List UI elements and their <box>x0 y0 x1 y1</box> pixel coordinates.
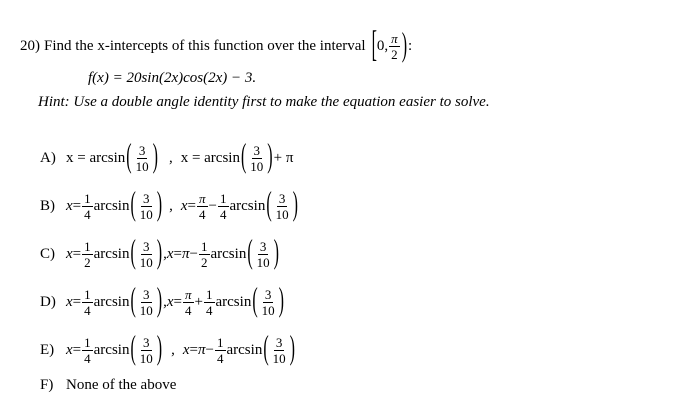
var-x: x <box>66 245 73 262</box>
arcsin: arcsin <box>226 341 263 358</box>
separator: , <box>163 293 167 310</box>
fraction <box>248 144 265 173</box>
minus-sign: − <box>205 341 214 358</box>
frac-den: 4 <box>206 302 213 318</box>
pi-fraction <box>183 288 194 317</box>
frac-num: 1 <box>217 334 224 350</box>
paren-close: ) <box>156 235 163 271</box>
var-x: x <box>66 293 73 310</box>
var-x: x <box>180 197 188 214</box>
frac-den: 2 <box>201 254 208 270</box>
option-label: C) <box>40 245 55 262</box>
paren-open: ( <box>247 235 253 271</box>
equals: = <box>173 245 183 262</box>
paren-open: ( <box>130 187 136 223</box>
coefficient <box>82 192 93 221</box>
interval-den: 2 <box>391 47 398 62</box>
var-x: x <box>66 341 73 358</box>
frac-num: 1 <box>220 190 227 206</box>
equals: = <box>189 341 199 358</box>
minus-sign: − <box>189 245 198 262</box>
equals: = <box>72 293 82 310</box>
paren-open: ( <box>130 235 136 271</box>
frac-den: 10 <box>139 206 153 222</box>
separator: , <box>163 245 167 262</box>
coefficient <box>82 240 93 269</box>
frac-num: π <box>199 190 206 206</box>
arcsin: arcsin <box>229 197 266 214</box>
pi-fraction <box>197 192 208 221</box>
paren-close: ) <box>273 235 279 271</box>
frac-num: 3 <box>275 334 283 350</box>
option-label: B) <box>40 197 55 214</box>
frac-den: 10 <box>272 350 286 366</box>
frac-den: 4 <box>84 350 91 366</box>
question-number: 20) <box>20 38 40 54</box>
equals: = <box>72 245 82 262</box>
equals: = <box>72 197 82 214</box>
frac-den: 4 <box>217 350 224 366</box>
frac-num: 1 <box>201 238 208 254</box>
separator: , <box>171 341 175 358</box>
function-expression: f(x) = 20sin(2x)cos(2x) − 3. <box>88 70 257 86</box>
frac-den: 4 <box>84 206 91 222</box>
frac-den: 4 <box>84 302 91 318</box>
paren-close: ) <box>278 283 284 319</box>
frac-num: 3 <box>143 334 150 350</box>
hint-text: Hint: Use a double angle identity first to make the equation easier to solve. <box>38 94 490 110</box>
fraction <box>255 240 272 269</box>
interval-open-bracket: [ <box>371 25 377 65</box>
arcsin: arcsin <box>93 293 130 310</box>
frac-num: 3 <box>143 286 150 302</box>
frac-den: 4 <box>199 206 206 222</box>
frac-den: 10 <box>256 254 270 270</box>
frac-num: 1 <box>84 286 91 302</box>
paren-open: ( <box>130 331 136 367</box>
frac-num: 1 <box>206 286 213 302</box>
arcsin: arcsin <box>93 197 130 214</box>
frac-den: 10 <box>135 158 149 174</box>
paren-open: ( <box>126 139 132 175</box>
paren-open: ( <box>266 187 272 223</box>
paren-close: ) <box>292 187 298 223</box>
fraction <box>134 144 151 173</box>
frac-den: 4 <box>220 206 227 222</box>
arcsin: arcsin <box>215 293 252 310</box>
question-prompt: Find the x-intercepts of this function over the interval <box>44 38 366 54</box>
option-f-text: None of the above <box>66 377 177 393</box>
frac-num: 3 <box>138 142 146 158</box>
option-label: A) <box>40 149 56 166</box>
fraction <box>138 336 155 365</box>
equals: = <box>173 293 183 310</box>
paren-close: ) <box>289 331 295 367</box>
frac-den: 2 <box>84 254 91 270</box>
equals: = <box>72 341 82 358</box>
frac-den: 10 <box>139 302 153 318</box>
coefficient <box>204 288 215 317</box>
paren-close: ) <box>267 139 273 175</box>
question-line <box>20 25 413 65</box>
interval-close-paren: ) <box>401 27 408 64</box>
paren-close: ) <box>152 139 158 175</box>
fraction <box>138 288 155 317</box>
paren-close: ) <box>156 187 163 223</box>
equals: = <box>187 197 197 214</box>
var-x: x <box>166 293 174 310</box>
paren-open: ( <box>130 283 136 319</box>
option-c[interactable] <box>40 234 280 274</box>
var-x: x <box>182 341 190 358</box>
var-x: x <box>66 197 73 214</box>
frac-num: 1 <box>84 334 91 350</box>
arcsin: arcsin <box>93 245 130 262</box>
option-label: D) <box>40 293 56 310</box>
option-label: E) <box>40 341 55 358</box>
interval-left: 0, <box>376 38 389 54</box>
fraction <box>138 240 155 269</box>
coefficient <box>82 336 93 365</box>
frac-num: 3 <box>264 286 272 302</box>
option-a-suffix: + π <box>273 149 294 166</box>
frac-den: 10 <box>261 302 275 318</box>
option-e[interactable] <box>40 330 296 370</box>
frac-num: 1 <box>84 190 91 206</box>
paren-close: ) <box>156 283 163 319</box>
frac-den: 4 <box>185 302 192 318</box>
frac-num: 3 <box>259 238 267 254</box>
pi-symbol: π <box>198 341 206 358</box>
frac-num: 3 <box>278 190 286 206</box>
question-colon: : <box>408 38 413 54</box>
frac-num: 1 <box>84 238 91 254</box>
fraction <box>260 288 277 317</box>
fraction <box>274 192 291 221</box>
coefficient <box>82 288 93 317</box>
paren-open: ( <box>263 331 269 367</box>
paren-open: ( <box>252 283 258 319</box>
frac-den: 10 <box>250 158 264 174</box>
option-label: F) <box>40 377 54 393</box>
option-a-part2: x = arcsin <box>180 149 240 166</box>
plus-sign: + <box>194 293 203 310</box>
frac-num: 3 <box>143 190 150 206</box>
option-a-part1: x = arcsin <box>66 149 126 166</box>
interval-num: π <box>391 31 398 46</box>
paren-close: ) <box>156 331 163 367</box>
arcsin: arcsin <box>93 341 130 358</box>
var-x: x <box>166 245 174 262</box>
paren-open: ( <box>240 139 247 175</box>
frac-num: π <box>185 286 192 302</box>
coefficient <box>218 192 229 221</box>
arcsin: arcsin <box>210 245 247 262</box>
frac-den: 10 <box>139 350 153 366</box>
pi-symbol: π <box>182 245 190 262</box>
option-f[interactable] <box>40 377 176 394</box>
coefficient <box>199 240 210 269</box>
separator: , <box>169 197 173 214</box>
separator: , <box>168 149 173 166</box>
option-a[interactable] <box>40 138 293 178</box>
coefficient <box>215 336 226 365</box>
frac-den: 10 <box>139 254 153 270</box>
frac-den: 10 <box>275 206 289 222</box>
frac-num: 3 <box>143 238 150 254</box>
frac-num: 3 <box>253 142 261 158</box>
interval-fraction <box>389 32 400 61</box>
fraction <box>271 336 288 365</box>
minus-sign: − <box>208 197 217 214</box>
option-b[interactable] <box>40 186 299 226</box>
option-d[interactable] <box>40 282 285 322</box>
fraction <box>138 192 155 221</box>
